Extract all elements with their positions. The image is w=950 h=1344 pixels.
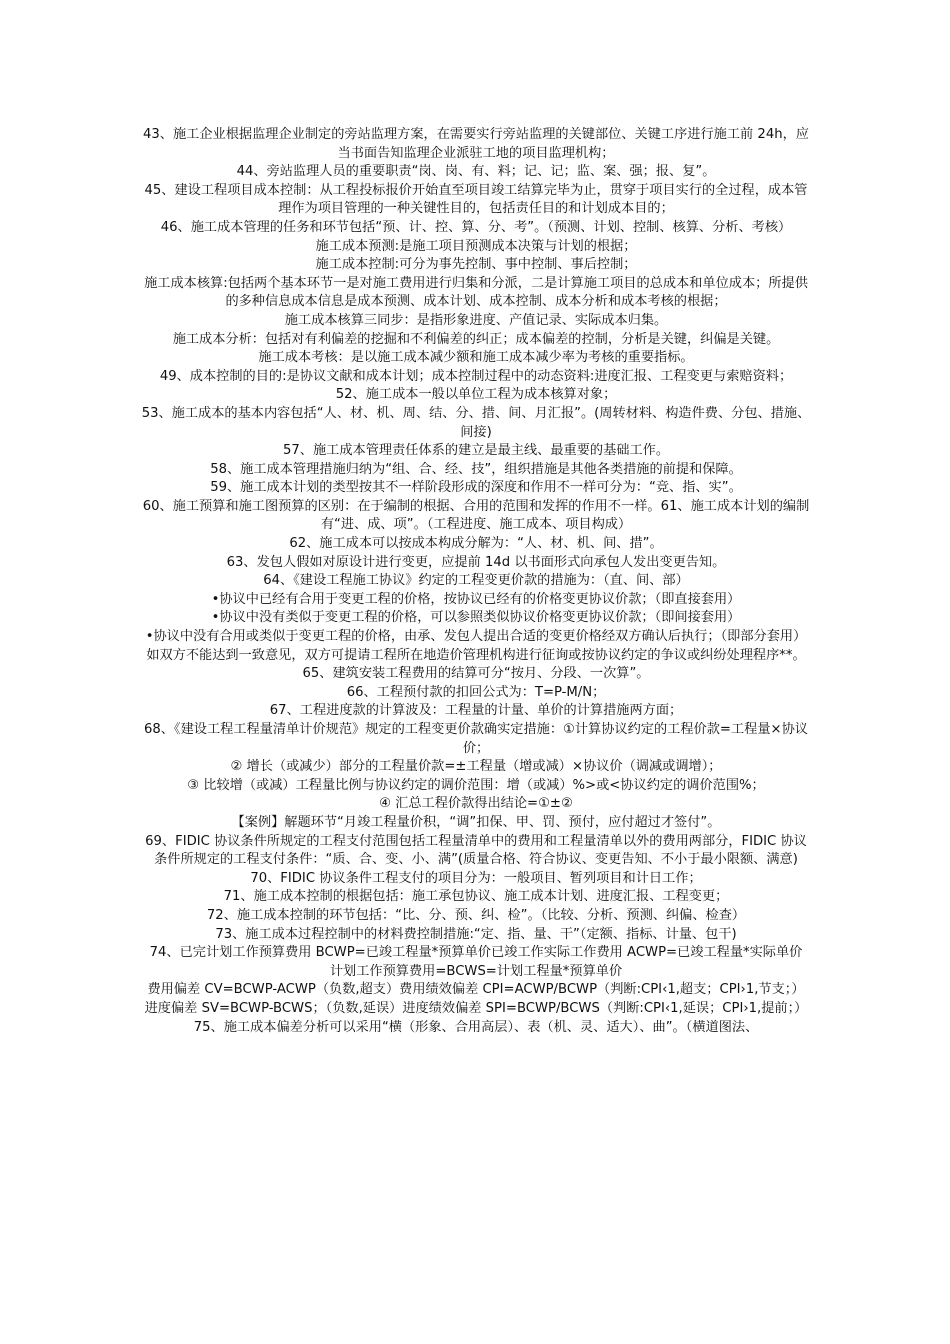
- paragraph-case: 【案例】解题环节“月竣工程量价积，“调”扣保、甲、罚、预付，应付超过才签付”。: [231, 814, 721, 830]
- paragraph-cost-analysis: 施工成本分析：包括对有利偏差的挖掘和不利偏差的纠正；成本偏差的控制，分析是关键，纠偏是关键。: [172, 331, 780, 347]
- paragraph-52: 52、施工成本一般以单位工程为成本核算对象；: [335, 387, 617, 403]
- paragraph-74-schedule-variance: 进度偏差 SV=BCWP-BCWS；（负数,延误）进度绩效偏差 SPI=BCWP/BCWS（判断:CPI‹1,延误；CPI›1,提前；）: [144, 1000, 808, 1016]
- paragraph-cost-control: 施工成本控制:可分为事先控制、事中控制、事后控制；: [315, 257, 637, 273]
- paragraph-64-bullet-3: •协议中没有合用或类似于变更工程的价格，由承、发包人提出合适的变更价格经双方确认后执行；（即部分套用）: [145, 629, 807, 645]
- paragraph-75: 75、施工成本偏差分析可以采用“横（形象、合用高层）、表（机、灵、适大）、曲”。（横道图法、: [193, 1019, 759, 1035]
- paragraph-74: 74、已完计划工作预算费用 BCWP=已竣工程量*预算单价已竣工作实际工作费用 ACWP=已竣工程量*实际单价: [149, 945, 803, 961]
- paragraph-74-cost-variance: 费用偏差 CV=BCWP-ACWP（负数,超支）费用绩效偏差 CPI=ACWP/BCWP（判断:CPI‹1,超支；CPI›1,节支；）: [147, 982, 805, 998]
- paragraph-46: 46、施工成本管理的任务和环节包括“预、计、控、算、分、考”。（预测、计划、控制、核算、分析、考核）: [160, 219, 792, 235]
- paragraph-58: 58、施工成本管理措施归纳为“组、合、经、技”，组织措施是其他各类措施的前提和保障。: [210, 461, 742, 477]
- paragraph-64-dispute: 如双方不能达到一致意见，双方可提请工程所在地造价管理机构进行征询或按协议约定的争议或纠纷处理程序**。: [146, 647, 806, 663]
- paragraph-65: 65、建筑安装工程费用的结算可分“按月、分段、一次算”。: [302, 666, 650, 682]
- paragraph-70: 70、FIDIC 协议条件工程支付的项目分为：一般项目、暂列项目和计日工作；: [250, 870, 702, 886]
- paragraph-cost-accounting: 施工成本核算:包括两个基本环节一是对施工费用进行归集和分派，二是计算施工项目的总成本和单位成本；所提供的多种信息成本信息是成本预测、成本计划、成本控制、成本分析和成本考核的根据；: [144, 275, 808, 310]
- paragraph-62: 62、施工成本可以按成本构成分解为：“人、材、机、间、措”。: [289, 536, 663, 552]
- paragraph-43: 43、施工企业根据监理企业制定的旁站监理方案，在需要实行旁站监理的关键部位、关键工序进行施工前 24h，应当书面告知监理企业派驻工地的项目监理机构；: [143, 127, 809, 161]
- paragraph-73: 73、施工成本过程控制中的材料费控制措施:“定、指、量、干”（定额、指标、计量、包干): [215, 926, 737, 942]
- paragraph-59: 59、施工成本计划的类型按其不一样阶段形成的深度和作用不一样可分为：“竞、指、实”。: [210, 480, 742, 496]
- paragraph-68-step-2: ② 增长（或减少）部分的工程量价款=±工程量（增或减）×协议价（调减或调增）；: [230, 759, 722, 775]
- paragraph-accounting-sync: 施工成本核算三同步：是指形象进度、产值记录、实际成本归集。: [284, 312, 668, 328]
- paragraph-66: 66、工程预付款的扣回公式为：T=P-M/N；: [346, 684, 606, 700]
- paragraph-64-bullet-2: •协议中没有类似于变更工程的价格，可以参照类似协议价格变更协议价款；（即间接套用）: [211, 610, 741, 626]
- paragraph-45: 45、建设工程项目成本控制：从工程投标报价开始直至项目竣工结算完毕为止，贯穿于项目实行的全过程，成本管理作为项目管理的一种关键性目的，包括责任目的和计划成本目的；: [144, 182, 808, 217]
- paragraph-64: 64、《建设工程施工协议》约定的工程变更价款的措施为：（直、间、部）: [263, 573, 689, 589]
- paragraph-67: 67、工程进度款的计算波及：工程量的计量、单价的计算措施两方面；: [269, 703, 683, 719]
- paragraph-68-step-3: ③ 比较增（或减）工程量比例与协议约定的调价范围：增（或减）%>或<协议约定的调价范围%；: [187, 777, 765, 793]
- paragraph-71: 71、施工成本控制的根据包括：施工承包协议、施工成本计划、进度汇报、工程变更；: [223, 889, 729, 905]
- paragraph-49: 49、成本控制的目的:是协议文献和成本计划；成本控制过程中的动态资料:进度汇报、工程变更与索赔资料；: [159, 368, 793, 384]
- paragraph-72: 72、施工成本控制的环节包括：“比、分、预、纠、检”。（比较、分析、预测、纠偏、检查）: [206, 907, 746, 923]
- paragraph-74-bcws: 计划工作预算费用=BCWS=计划工程量*预算单价: [329, 963, 623, 979]
- paragraph-68-step-4: ④ 汇总工程价款得出结论=①±②: [379, 796, 573, 812]
- paragraph-cost-forecast: 施工成本预测:是施工项目预测成本决策与计划的根据；: [315, 238, 637, 254]
- paragraph-69: 69、FIDIC 协议条件所规定的工程支付范围包括工程量清单中的费用和工程量清单以外的费用两部分，FIDIC 协议条件所规定的工程支付条件：“质、合、变、小、满”(质量合格、符合协议、变更告知、不小于最小限额、满意): [145, 833, 807, 868]
- paragraph-64-bullet-1: •协议中已经有合用于变更工程的价格，按协议已经有的价格变更协议价款；（即直接套用）: [211, 591, 741, 607]
- paragraph-57: 57、施工成本管理责任体系的建立是最主线、最重要的基础工作。: [282, 443, 670, 459]
- paragraph-53: 53、施工成本的基本内容包括“人、材、机、周、结、分、措、间、月汇报”。(周转材料、构造件费、分包、措施、间接): [141, 405, 811, 440]
- paragraph-44: 44、旁站监理人员的重要职责“岗、岗、有、料；记、记；监、案、强；报、复”。: [236, 164, 716, 180]
- document-page: [140, 126, 812, 1037]
- paragraph-63: 63、发包人假如对原设计进行变更，应提前 14d 以书面形式向承包人发出变更告知。: [226, 554, 726, 570]
- paragraph-68: 68、《建设工程工程量清单计价规范》规定的工程变更价款确实定措施：①计算协议约定的工程价款=工程量×协议价；: [144, 722, 808, 756]
- paragraph-cost-assessment: 施工成本考核：是以施工成本减少额和施工成本减少率为考核的重要指标。: [258, 350, 694, 366]
- paragraph-60-61: 60、施工预算和施工图预算的区别：在于编制的根据、合用的范围和发挥的作用不一样。61、施工成本计划的编制有“进、成、项”。（工程进度、施工成本、项目构成）: [142, 498, 810, 533]
